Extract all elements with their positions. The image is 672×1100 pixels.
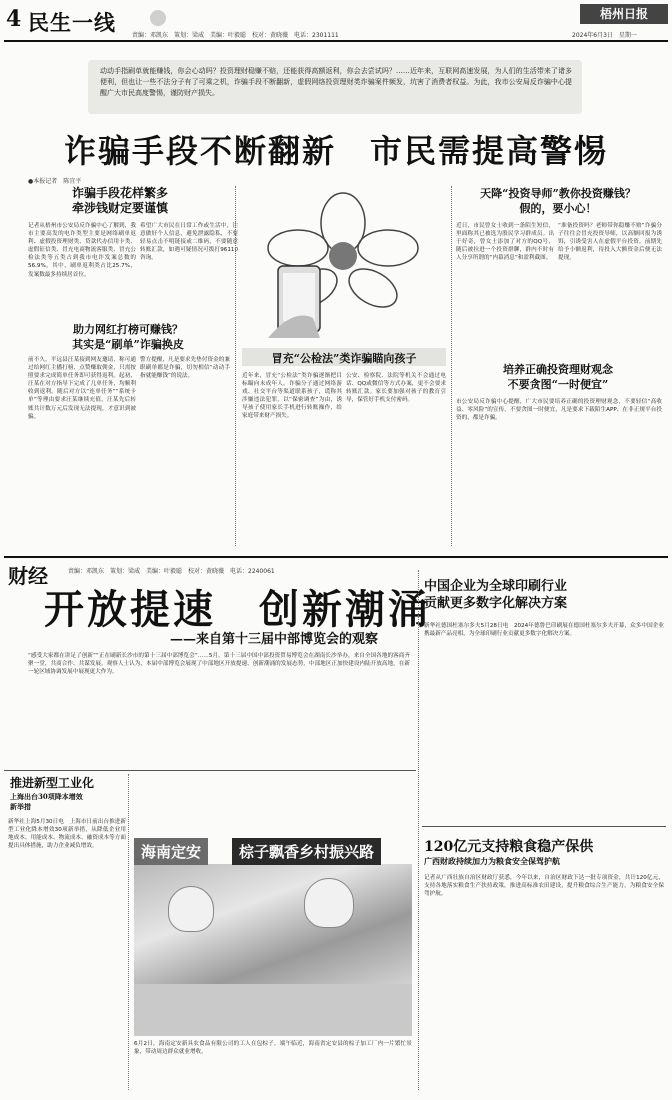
- story4-headline: 推进新型工业化: [10, 776, 95, 790]
- page-number: 4: [6, 6, 22, 32]
- column-rule-3: [418, 570, 419, 1090]
- story-rule: [422, 826, 666, 827]
- story4-body: 新华社上海5月30日电 上海市日前出台推进新型工业化降本增效30项新举措，从降低企业用地成本、用能成本、物流成本、融资成本等方面提出具体措施，助力企业减负增效。: [8, 819, 126, 850]
- subhead-d-line2: 假的，要小心！: [519, 202, 597, 215]
- story6-headline: 120亿元支持粮食稳产保供: [424, 839, 594, 855]
- page-masthead: [0, 0, 672, 50]
- newspaper-logo-text: 梧州日报: [599, 7, 648, 21]
- main-headline: 诈骗手段不断翻新 市民需提高警惕: [63, 132, 608, 170]
- subhead-b: [32, 322, 224, 352]
- story1-col1b: 前不久，平远县汪某接到网友邀请，称可通过给网红主播打榜、点赞赚取佣金，只需按照要求完成简单任务即可获得返利。起初，汪某在对方指导下完成了几单任务，均顺利收到返利。随后对方以“连单任务”“系统卡单”等理由要求汪某继续充值，汪某先后转账共计数万元后发现无法提现，才意识到被骗。: [28, 357, 136, 420]
- story1-col4: “准备投资吗？老师带你稳赚不赔”诈骗分子往往会冒充投资导师，以高额回报为诱饵，引诱受害人在虚假平台投资，前期先给予小额返利，待投入大额资金后便无法提现。: [558, 223, 662, 262]
- editor-line: 责编：邓凯东 策划：梁威 美编：叶毅聪 校对：黄晓薇 电话：2301111: [132, 32, 339, 39]
- byline: ●本报记者 陈宜平: [28, 178, 82, 185]
- photo-caption: 6月2日，海南定安新具农食品有限公司的工人在包棕子。端午临近，海南省定安县的棕子加工厂内一片繁忙景象，带动周边群众就业增收。: [134, 1041, 412, 1055]
- subhead-e-line1: 培养正确投资理财观念: [503, 363, 613, 376]
- subhead-a-line2: 牵涉钱财定要谨慎: [71, 201, 168, 215]
- masthead-rule: [4, 40, 668, 42]
- subhead-c: 冒充“公检法”类诈骗瞄向孩子: [271, 352, 417, 365]
- section-title: 民生一线: [28, 10, 116, 35]
- subhead-d-line1: 天降“投资导师”教你投资赚钱？: [480, 187, 636, 200]
- story2-headline: 开放提速 创新潮涌: [44, 586, 431, 633]
- story4-rule: [4, 770, 416, 771]
- story3-headline-line2: 贡献更多数字化解决方案: [424, 596, 568, 611]
- phone-fraud-illustration: [238, 188, 448, 338]
- intro-text: 动动手指刷单就能赚钱，你会心动吗？投资理财稳赚不赔，还能获得高额返利，你会去尝试吗？……近年来，互联网高速发展，为人们的生活带来了诸多便利，但也让一些不法分子有了可乘之机，诈骗手段不断翻新，虚假网络投资理财类诈骗案件频发，坑害了消费者权益。为此，我市公安局反诈骗中心提醒广大市民高度警惕，谨防财产损失。: [100, 67, 572, 97]
- subhead-b-line2: 其实是“刷单”诈骗换皮: [72, 338, 184, 351]
- date-line: 2024年6月3日 星期一: [572, 32, 637, 39]
- story4-subheadline-line1: 上海出台30项降本增效: [10, 792, 83, 801]
- worktable: [134, 984, 412, 1036]
- dumpling-photo: [134, 864, 412, 1036]
- subhead-e-line2: 不要贪图“一时便宜”: [507, 378, 609, 391]
- story1-col2: 希望广大市民在日常工作或生活中，注意做好个人信息，避免泄露隐私，不要轻易点击不明链接或二维码，不要随意转账汇款，如遇可疑情况可拨打96110咨询。: [140, 223, 238, 262]
- story1-col5b: 市公安局反诈骗中心提醒，广大市民要培养正确的投资理财观念，不要轻信“高收益、零风险”的宣传，不要贪图一时便宜，凡是要求下载陌生APP、在非正规平台投资的，都是诈骗。: [456, 399, 662, 422]
- section-badge-icon: [150, 10, 166, 26]
- subhead-d: [458, 186, 658, 216]
- subhead-e: [458, 362, 658, 392]
- story3-body: 新华社德国杜塞尔多夫5月28日电 2024年德鲁巴印刷展在德国杜塞尔多夫开幕，众多中国企业携最新产品亮相，为全球印刷行业贡献更多数字化解决方案。: [424, 623, 664, 638]
- column-rule: [235, 186, 236, 546]
- newspaper-logo: [580, 4, 668, 24]
- subhead-a-line1: 诈骗手段花样繁多: [71, 186, 168, 200]
- story1-col3b: 近年来，冒充“公检法”类诈骗逐渐把目标瞄向未成年人。诈骗分子通过网络游戏、社交平台等渠道联系孩子，谎称其涉嫌违法犯罪，以“保密调查”为由，诱导孩子使用家长手机进行转账操作，给家庭带来财产损失。: [242, 373, 342, 420]
- story2-body: “感受大家都在讲足了创新”“正在刷新长沙市的第十三届中部博览会”……5月，第十三届中国中部投资贸易博览会在湖南长沙举办，来自全国各地的客商齐聚一堂，共商合作、共谋发展。观察人士认为，本届中部博览会展现了中部地区开放提速、创新潮涌的发展态势，中部地区正加快建设内陆开放高地，在新一轮区域协调发展中展现更大作为。: [28, 653, 410, 676]
- story4-subheadline-line2: 新举措: [10, 802, 31, 811]
- column-rule-4: [128, 774, 129, 1090]
- story6-subheadline: 广西财政持续加力为粮食安全保驾护航: [424, 856, 560, 866]
- story3-headline-line1: 中国企业为全球印刷行业: [424, 579, 568, 594]
- story3-headline: [424, 578, 660, 612]
- story1-col1: 记者从梧州市公安局反诈骗中心了解到，我市主要高发的电诈类型主要是网络刷单返利、虚假投资理财类、贷款代办信用卡类、虚假征信类、冒充电商物流客服类、冒充公检法类等五类占到我市电诈发案总数的56.9%。其中，刷单返利类占比25.7%，发案数最多持续居首位。: [28, 223, 136, 278]
- story1-col4b: 公安、检察院、法院等机关不会通过电话、QQ或微信等方式办案，更不会要求转账汇款。家长要加强对孩子的教育引导，保管好手机支付密码。: [346, 373, 446, 404]
- section-rule: [4, 556, 668, 558]
- worker-figure-left: [168, 886, 214, 932]
- worker-figure-right: [304, 878, 354, 928]
- section2-editor-line: 责编：邓凯东 策划：梁威 美编：叶毅聪 校对：黄晓薇 电话：2240061: [68, 568, 275, 575]
- story1-col2b: 警方提醒，凡是要求先垫付资金的兼职刷单都是诈骗，切勿相信“动动手指就能赚钱”的说法。: [140, 357, 230, 380]
- story2-subheadline: ——来自第十三届中部博览会的观察: [170, 632, 379, 647]
- photo-tag-region: 海南定安: [134, 838, 208, 865]
- section2-title: 财经: [8, 564, 48, 588]
- photo-tag-title: 棕子飘香乡村振兴路: [232, 838, 381, 865]
- subhead-b-line1: 助力网红打榜可赚钱？: [73, 323, 183, 336]
- subhead-a: [32, 186, 208, 216]
- story6-body: 记者从广西壮族自治区财政厅获悉，今年以来，自治区财政下达一批专项资金，共计120亿元，支持各地落实粮食生产扶持政策，推进高标准农田建设，提升粮食综合生产能力，为粮食安全保驾护航。: [424, 875, 664, 898]
- column-rule-2: [451, 186, 452, 546]
- story1-col3: 近日，市民曾女士收到一条陌生短信，里面称其已被选为股民学习群成员。出于好奇，曾女士添加了对方的QQ号，随后被拉进一个投资群聊，群内不时有人分享所谓的“内幕消息”和盈利截图。: [456, 223, 554, 262]
- story4-subheadline: [10, 792, 124, 812]
